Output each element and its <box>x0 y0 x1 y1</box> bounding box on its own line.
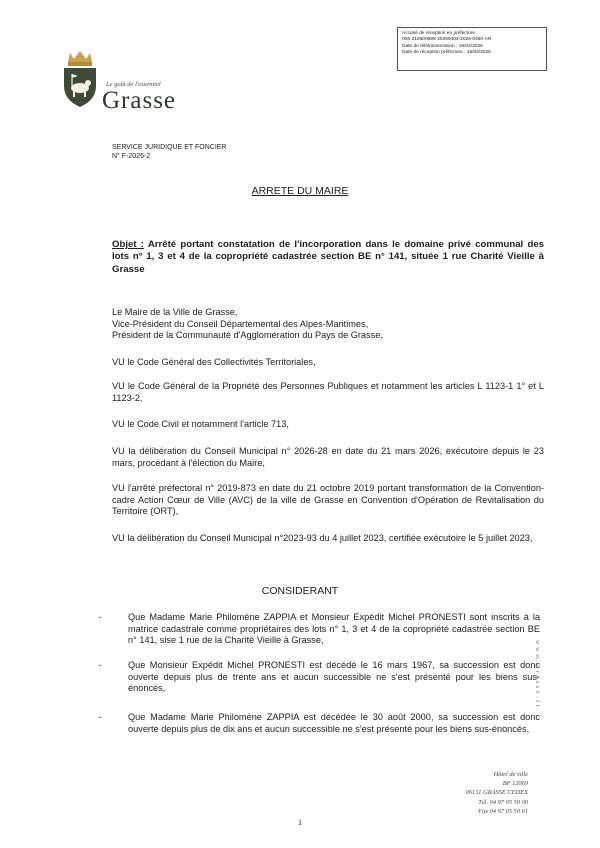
logo-wordmark: Grasse <box>102 87 177 114</box>
considerant-title: CONSIDERANT <box>261 585 339 597</box>
logo-tagline: Le goût de l'essentiel <box>106 81 161 88</box>
service-header <box>112 143 226 161</box>
mayor-line: Le Maire de la Ville de Grasse, <box>112 307 238 317</box>
objet-label: Objet : <box>112 239 144 250</box>
objet-text: Arrêté portant constatation de l'incorporation dans le domaine privé communal des lots n° 1, 3 et 4 de la copropriété cadastrée section BE n° 141, située 1 rue Charité Vieille à Grasse <box>112 239 544 275</box>
considerant-text: Que Madame Marie Philomène ZAPPIA est décédée le 30 août 2000, sa succession est donc ouverte depuis plus de dix ans et aucun successible ne s'est présenté pour les biens sus-énoncés, <box>128 712 540 734</box>
bullet-dash: - <box>98 612 102 622</box>
stamp-line: Accusé de réception en préfecture <box>402 31 476 36</box>
address-line: Hôtel de ville <box>493 771 528 778</box>
address-line: Fax 04 97 05 50 61 <box>478 807 528 815</box>
objet-section <box>112 239 544 276</box>
stamp-line: Date de télétransmission : 16/04/2026 <box>402 43 483 49</box>
address-line: 06131 GRASSE CEDEX <box>465 789 528 797</box>
vu-item: VU le Code Civil et notamment l'article 713, <box>112 419 289 429</box>
grasse-logo <box>58 50 188 114</box>
considerant-item <box>98 660 540 695</box>
vu-item: VU l'arrêté préfectoral n° 2019-873 en date du 21 octobre 2019 portant transformation de la Convention-cadre Action Cœur de Ville (AVC) de la ville de Grasse en Convention d'Opération de Revitalisation du Territoire (ORT), <box>112 483 544 517</box>
considerant-item <box>98 712 540 735</box>
mayor-titles <box>112 307 544 342</box>
address-line: Tél. 04 97 05 50 00 <box>478 798 528 806</box>
considerant-item <box>98 612 540 647</box>
website-url: www.grasse.fr <box>534 640 541 710</box>
address-line: BP 12069 <box>502 780 528 788</box>
mayor-line: Vice-Président du Conseil Départemental des Alpes-Maritimes, <box>112 318 369 329</box>
mayor-line: Président de la Communauté d'Agglomération du Pays de Grasse, <box>112 330 383 341</box>
vu-item: VU le Code Général des Collectivités Territoriales, <box>112 357 316 367</box>
bullet-dash: - <box>98 712 102 722</box>
document-title <box>0 185 600 197</box>
considerant-text: Que Madame Marie Philomène ZAPPIA et Monsieur Expédit Michel PRONESTI sont inscrits à la matrice cadastrale comme propriétaires des lots n° 1, 3 et 4 de la copropriété cadastrée section BE n° 141, sise 1 rue de la Charité Vieille à Grasse, <box>128 612 540 646</box>
stamp-line: Date de réception préfecture : 16/04/2026 <box>402 49 491 55</box>
service-name: SERVICE JURIDIQUE ET FONCIER <box>112 144 227 151</box>
title-text: ARRETE DU MAIRE <box>251 185 349 197</box>
page-number: 1 <box>298 818 302 827</box>
vu-item: VU la délibération du Conseil Municipal n°2023-93 du 4 juillet 2023, certifiée exécutoire le 5 juillet 2023, <box>112 533 533 543</box>
stamp-line: 006-210600698-20260403-2026-0460-AR <box>402 37 492 43</box>
city-hall-address <box>438 770 528 816</box>
considerant-text: Que Monsieur Expédit Michel PRONESTI est décédé le 16 mars 1967, sa succession est donc ouverte depuis plus de trente ans et aucun successible ne s'est présenté pour les biens sus-énoncés, <box>128 660 540 694</box>
reference-number: N° F-2026-2 <box>112 153 151 160</box>
vu-item: VU le Code Général de la Propriété des Personnes Publiques et notamment les articles L 1123-1 1° et L 1123-2, <box>112 381 544 403</box>
bullet-dash: - <box>98 660 102 670</box>
reception-stamp <box>397 27 547 71</box>
coat-of-arms-icon <box>58 50 102 110</box>
vu-item: VU la délibération du Conseil Municipal n° 2026-28 en date du 21 mars 2026, exécutoire depuis le 23 mars, procédant à l'élection du Maire, <box>112 446 544 468</box>
